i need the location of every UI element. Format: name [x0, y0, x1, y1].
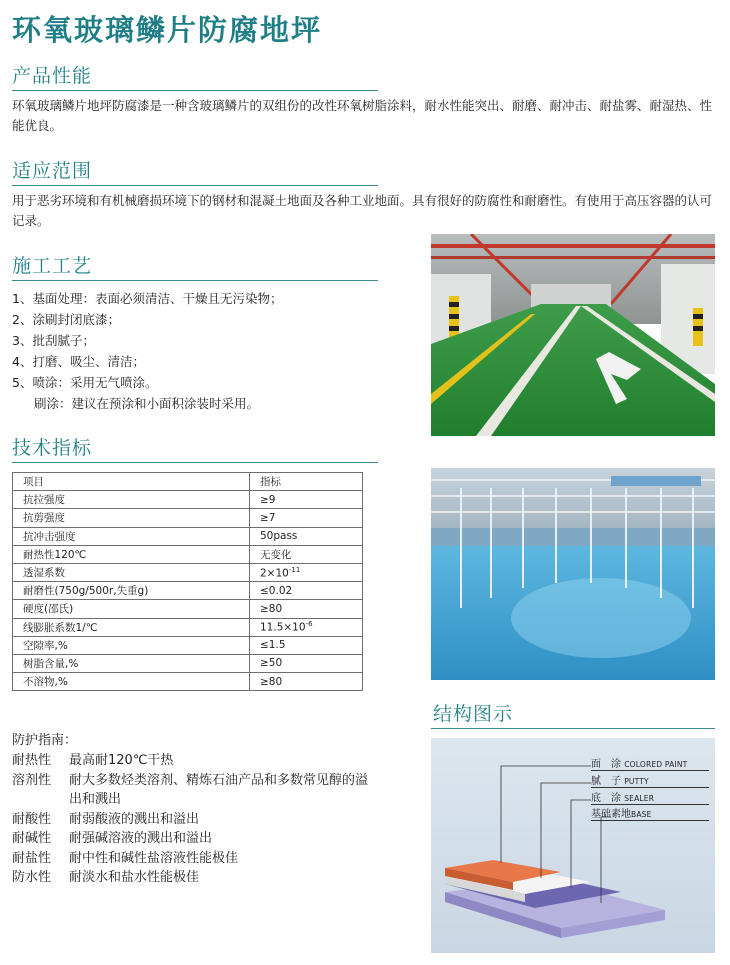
section-heading-text: 适应范围 [12, 160, 93, 182]
table-header-row [13, 473, 363, 491]
table-row [13, 636, 363, 654]
spec-item: 透湿系数 [13, 563, 250, 581]
structure-diagram [431, 738, 715, 953]
exponent: -11 [288, 565, 301, 574]
guide-item [12, 829, 412, 849]
spec-item: 不溶物,% [13, 673, 250, 691]
guide-text: 耐弱酸液的溅出和溢出 [69, 811, 200, 827]
scope-text: 用于恶劣环境和有机械磨损环境下的钢材和混凝土地面及各种工业地面。具有很好的防腐性和耐磨性。有使用于高压容器的认可记录。 [12, 193, 713, 228]
spec-value: 50pass [250, 527, 363, 545]
spec-item: 硬度(邵氏) [13, 600, 250, 618]
performance-text: 环氧玻璃鳞片地坪防腐漆是一种含玻璃鳞片的双组份的改性环氧树脂涂料，耐水性能突出、耐磨、耐冲击、耐盐雾、耐湿热、性能优良。 [12, 98, 713, 133]
spec-item: 树脂含量,% [13, 654, 250, 672]
process-steps [12, 288, 412, 414]
guide-label: 耐热性 [12, 753, 52, 768]
table-row [13, 509, 363, 527]
guide-item [12, 751, 412, 771]
spec-item: 线膨胀系数1/℃ [13, 618, 250, 636]
green-floor-photo [431, 234, 715, 436]
table-row [13, 673, 363, 691]
spec-value: ≤1.5 [250, 636, 363, 654]
spec-value: 无变化 [250, 545, 363, 563]
table-row [13, 527, 363, 545]
section-heading-text: 产品性能 [12, 65, 93, 87]
guide-item [12, 849, 412, 869]
guide-text: 最高耐120℃干热 [69, 753, 174, 768]
section-heading-text: 结构图示 [433, 703, 514, 725]
guide-text: 耐淡水和盐水性能极佳 [69, 870, 200, 885]
table-row [13, 654, 363, 672]
guide-text: 耐中性和碱性盐溶液性能极佳 [69, 850, 239, 866]
guide-item [12, 868, 412, 888]
guide-title: 防护指南： [12, 733, 78, 748]
guide-text: 耐大多数烃类溶剂、精炼石油产品和多数常见醇的溢出和溅出 [69, 772, 369, 807]
guide-label: 耐碱性 [12, 831, 52, 846]
section-heading-specs [12, 434, 378, 463]
section-heading-scope [12, 157, 378, 186]
spec-value: ≥9 [250, 491, 363, 509]
guide-item [12, 810, 412, 830]
table-row [13, 582, 363, 600]
table-row [13, 563, 363, 581]
layer-label-putty: 腻 子 PUTTY [591, 772, 709, 788]
exponent: -6 [305, 620, 313, 629]
table-row [13, 491, 363, 509]
spec-value: ≤0.02 [250, 582, 363, 600]
spec-value: ≥80 [250, 600, 363, 618]
layer-label-colored-paint: 面 涂 COLORED PAINT [591, 755, 709, 771]
spec-item: 空隙率,% [13, 636, 250, 654]
spec-value: ≥50 [250, 654, 363, 672]
spec-value: $11.5\times 10^{-6}$ [250, 618, 363, 636]
table-row [13, 600, 363, 618]
guide-label: 耐酸性 [12, 811, 52, 827]
guide-label: 溶剂性 [12, 772, 52, 788]
spec-item: 耐热性120℃ [13, 545, 250, 563]
spec-value: ≥80 [250, 673, 363, 691]
section-heading-structure [431, 700, 715, 729]
table-header-cell: 指标 [250, 473, 363, 491]
process-step: 2、涂刷封闭底漆； [12, 312, 120, 327]
process-step: 刷涂：建议在预涂和小面积涂装时采用。 [34, 396, 260, 411]
process-step: 1、基面处理：表面必须清洁、干燥且无污染物； [12, 291, 283, 306]
guide-item [12, 771, 412, 810]
table-row [13, 618, 363, 636]
process-step: 3、批刮腻子； [12, 333, 95, 348]
protection-guide [12, 730, 412, 888]
section-heading-process [12, 252, 378, 281]
guide-label: 防水性 [12, 870, 52, 885]
spec-value: ≥7 [250, 509, 363, 527]
process-step: 5、喷涂：采用无气喷涂。 [12, 375, 158, 390]
guide-label: 耐盐性 [12, 850, 52, 866]
process-step: 4、打磨、吸尘、清洁； [12, 354, 145, 369]
spec-item: 抗拉强度 [13, 491, 250, 509]
guide-text: 耐强碱溶液的溅出和溢出 [69, 831, 213, 846]
section-heading-text: 技术指标 [12, 437, 93, 459]
section-heading-text: 施工工艺 [12, 255, 93, 277]
spec-item: 抗剪强度 [13, 509, 250, 527]
blue-floor-photo [431, 468, 715, 680]
layer-label-sealer: 底 涂 SEALER [591, 789, 709, 805]
section-heading-performance [12, 62, 378, 91]
spec-item: 抗冲击强度 [13, 527, 250, 545]
spec-value: $2\times 10^{-11}$ [250, 563, 363, 581]
spec-item: 耐磨性(750g/500r,失重g) [13, 582, 250, 600]
layer-label-base: 基础素地BASE [591, 805, 709, 821]
table-row [13, 545, 363, 563]
page-title: 环氧玻璃鳞片防腐地坪 [12, 13, 323, 47]
spec-table [12, 472, 363, 691]
table-header-cell: 项目 [13, 473, 250, 491]
